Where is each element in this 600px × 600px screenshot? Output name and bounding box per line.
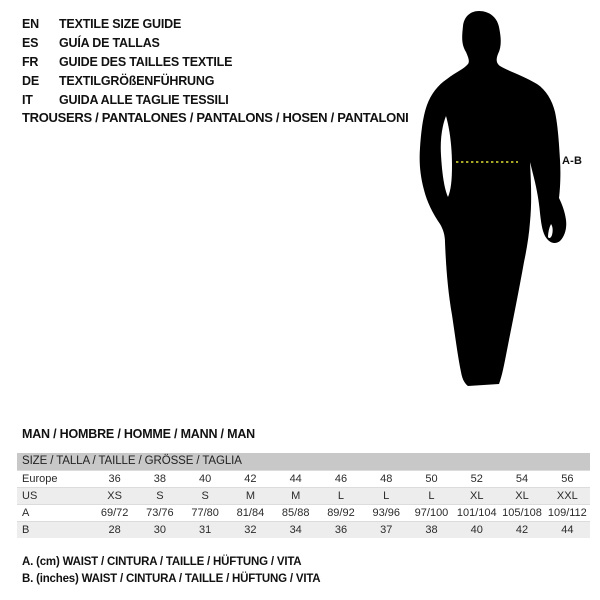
table-cell: S (201, 489, 209, 502)
table-cell: 89/92 (327, 506, 355, 519)
language-code: ES (22, 35, 39, 50)
table-cell: 73/76 (146, 506, 174, 519)
footnote-a-cm: A. (cm) WAIST / CINTURA / TAILLE / HÜFTUNG / VITA (22, 556, 302, 568)
table-row-us (17, 487, 590, 504)
table-cell: L (337, 489, 345, 502)
table-cell: 77/80 (191, 506, 219, 519)
table-cell: 38 (425, 523, 438, 536)
table-cell: 54 (515, 472, 529, 485)
language-label: TEXTILGRÖßENFÜHRUNG (59, 73, 215, 88)
table-row-europe (17, 470, 590, 487)
garment-type-title: TROUSERS / PANTALONES / PANTALONS / HOSEN / PANTALONI (22, 110, 409, 125)
language-code: IT (22, 92, 33, 107)
table-cell: 85/88 (281, 506, 310, 519)
table-cell: 40 (199, 472, 212, 485)
table-cell: 36 (334, 523, 348, 536)
language-label: TEXTILE SIZE GUIDE (59, 16, 182, 31)
table-cell: 44 (289, 472, 302, 485)
row-label: A (22, 506, 30, 519)
table-cell: 109/112 (547, 506, 587, 519)
language-code: FR (22, 54, 39, 69)
language-code: DE (22, 73, 39, 88)
language-row (22, 90, 232, 109)
table-cell: L (383, 489, 390, 502)
table-cell: M (291, 489, 301, 502)
row-label: Europe (22, 472, 58, 485)
footnotes (22, 554, 320, 588)
table-cell: 42 (244, 472, 257, 485)
table-cell: 42 (515, 523, 529, 536)
table-cell: 40 (470, 523, 483, 536)
table-cell: 30 (153, 523, 167, 536)
size-table-header: SIZE / TALLA / TAILLE / GRÖSSE / TAGLIA (17, 453, 590, 470)
language-label: GUÍA DE TALLAS (59, 35, 160, 50)
table-cell: 32 (244, 523, 257, 536)
table-row-a-cm (17, 504, 590, 521)
table-cell: 97/100 (414, 506, 449, 519)
table-cell: 52 (470, 472, 483, 485)
table-cell: 101/104 (456, 506, 497, 519)
man-silhouette-image (410, 5, 595, 397)
size-table-header-row (17, 453, 590, 470)
table-row-b-inches (17, 521, 590, 538)
table-cell: 93/96 (372, 506, 400, 519)
language-row (22, 71, 232, 90)
silhouette-body-path (420, 11, 567, 386)
language-label: GUIDA ALLE TAGLIE TESSILI (59, 92, 229, 107)
table-cell: 44 (561, 523, 574, 536)
language-label: GUIDE DES TAILLES TEXTILE (59, 54, 233, 69)
table-cell: 48 (380, 472, 393, 485)
gender-heading: MAN / HOMBRE / HOMME / MANN / MAN (22, 427, 255, 441)
language-row (22, 33, 232, 52)
table-cell: XL (515, 489, 529, 502)
language-row (22, 52, 232, 71)
table-cell: XXL (556, 489, 578, 502)
footnote-b-inches: B. (inches) WAIST / CINTURA / TAILLE / HÜFTUNG / VITA (22, 573, 321, 585)
table-cell: 50 (425, 472, 438, 485)
table-cell: 28 (108, 523, 121, 536)
table-cell: XS (107, 489, 122, 502)
table-cell: 46 (334, 472, 348, 485)
table-cell: 56 (561, 472, 574, 485)
table-cell: 36 (108, 472, 121, 485)
table-cell: L (428, 489, 435, 502)
language-code: EN (22, 16, 39, 31)
table-cell: 31 (199, 523, 212, 536)
table-cell: 38 (153, 472, 167, 485)
language-list (22, 14, 232, 109)
table-cell: 81/84 (236, 506, 265, 519)
table-cell: 34 (289, 523, 302, 536)
measure-label-ab: A-B (562, 155, 583, 167)
size-table (17, 453, 590, 538)
row-label: B (22, 523, 30, 536)
table-cell: 69/72 (100, 506, 129, 519)
table-cell: 37 (380, 523, 393, 536)
language-row (22, 14, 232, 33)
table-cell: S (156, 489, 164, 502)
table-cell: M (245, 489, 256, 502)
row-label: US (22, 489, 38, 502)
table-cell: 105/108 (502, 506, 542, 519)
table-cell: XL (470, 489, 484, 502)
